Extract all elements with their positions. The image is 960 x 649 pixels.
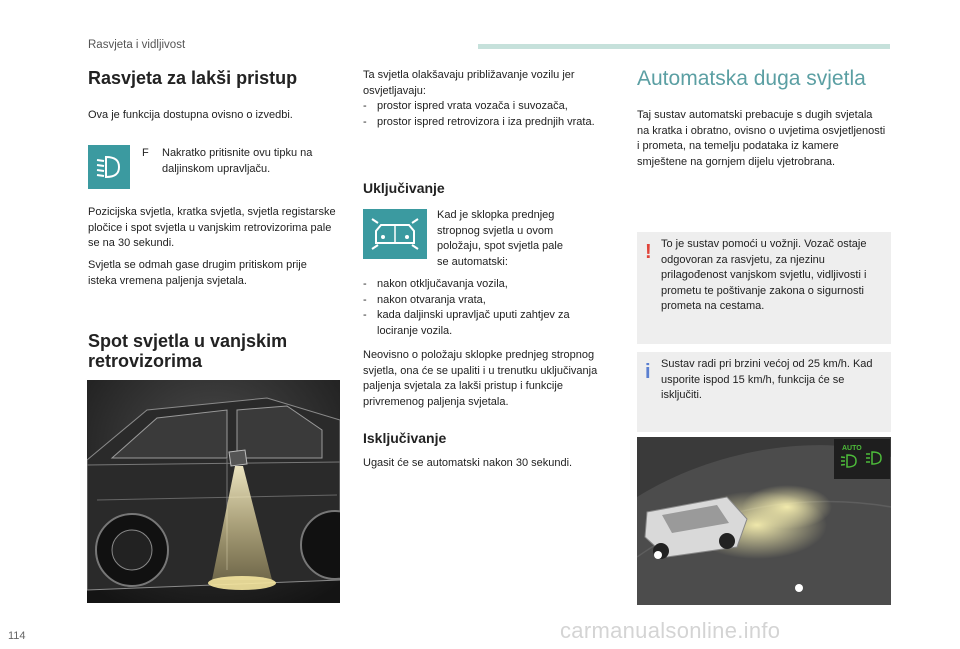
high-beam-indicator-icon — [865, 451, 883, 470]
list-item: - kada daljinski upravljač uputi zahtjev za lociranje vozila. — [363, 308, 603, 339]
section-title-mirror-spots: Spot svjetla u vanjskim retrovizorima — [88, 331, 288, 371]
bullet-marker: F — [142, 147, 149, 159]
switch-on-list — [363, 277, 603, 339]
info-text: Sustav radi pri brzini većoj od 25 km/h. Kad usporite ispod 15 km/h, funkcija će se isključiti. — [661, 358, 873, 401]
list-item: - prostor ispred retrovizora i iza prednjih vrata. — [363, 115, 603, 131]
car-door-light-icon — [363, 209, 427, 259]
switch-on-text: Kad je sklopka prednjeg stropnog svjetla u ovom položaju, spot svjetla pale se automatski: — [437, 209, 563, 268]
auto-label: AUTO — [842, 445, 862, 452]
heading-switch-on: Uključivanje — [363, 180, 445, 196]
paragraph-independent: Neovisno o položaju sklopke prednjeg stropnog svjetla, ona će se upaliti i u trenutku uključivanja paljenja svjetala za lakši pristup i funkcije privremenog paljenja svjetala. — [363, 349, 598, 408]
warning-icon: ! — [645, 241, 652, 263]
warning-callout — [637, 232, 891, 344]
middle-intro: Ta svjetla olakšavaju približavanje vozilu jer osvjetljavaju: — [363, 69, 575, 97]
section-title-approach-lighting: Rasvjeta za lakši pristup — [88, 68, 298, 88]
chapter-bar — [478, 44, 890, 49]
page-number: 114 — [8, 630, 26, 642]
chapter-title: Rasvjeta i vidljivost — [88, 39, 186, 51]
headlamp-key-icon — [88, 145, 130, 189]
switch-off-text: Ugasit će se automatski nakon 30 sekundi. — [363, 457, 573, 469]
list-item: - nakon otvaranja vrata, — [363, 293, 603, 309]
paragraph-lights-on: Pozicijska svjetla, kratka svjetla, svjetla registarske pločice i spot svjetla u vanjskim retrovizorima pale se na 30 sekundi. — [88, 206, 336, 249]
auto-beam-indicator-icon — [840, 454, 858, 473]
paragraph-lights-off: Svjetla se odmah gase drugim pritiskom prije isteka vremena paljenja svjetala. — [88, 259, 307, 287]
car-mirror-spot-image — [87, 380, 340, 603]
auto-high-beam-image — [637, 437, 891, 605]
intro-list — [363, 99, 603, 130]
info-callout — [637, 352, 891, 432]
watermark: carmanualsonline.info — [560, 618, 781, 643]
heading-switch-off: Isključivanje — [363, 430, 447, 446]
intro-text: Ova je funkcija dostupna ovisno o izvedbi. — [88, 109, 293, 121]
info-icon: i — [645, 361, 651, 383]
list-item: - prostor ispred vrata vozača i suvozača, — [363, 99, 603, 115]
list-item: - nakon otključavanja vozila, — [363, 277, 603, 293]
warning-text: To je sustav pomoći u vožnji. Vozač ostaje odgovoran za rasvjetu, za njezinu prilagođenost vanjskom svjetlu, vidljivosti i prometu te poštivanje zakona o sigurnosti prometa na cestama. — [661, 238, 867, 312]
auto-beam-intro: Taj sustav automatski prebacuje s dugih svjetala na kratka i obratno, ovisno o uvjetima osvjetljenosti i prometa, na temelju podataka iz kamere smještene na gornjem dijelu vjetrobrana. — [637, 109, 886, 168]
section-title-auto-high-beam: Automatska duga svjetla — [637, 67, 866, 90]
bullet-text: Nakratko pritisnite ovu tipku na daljinskom upravljaču. — [162, 147, 313, 175]
